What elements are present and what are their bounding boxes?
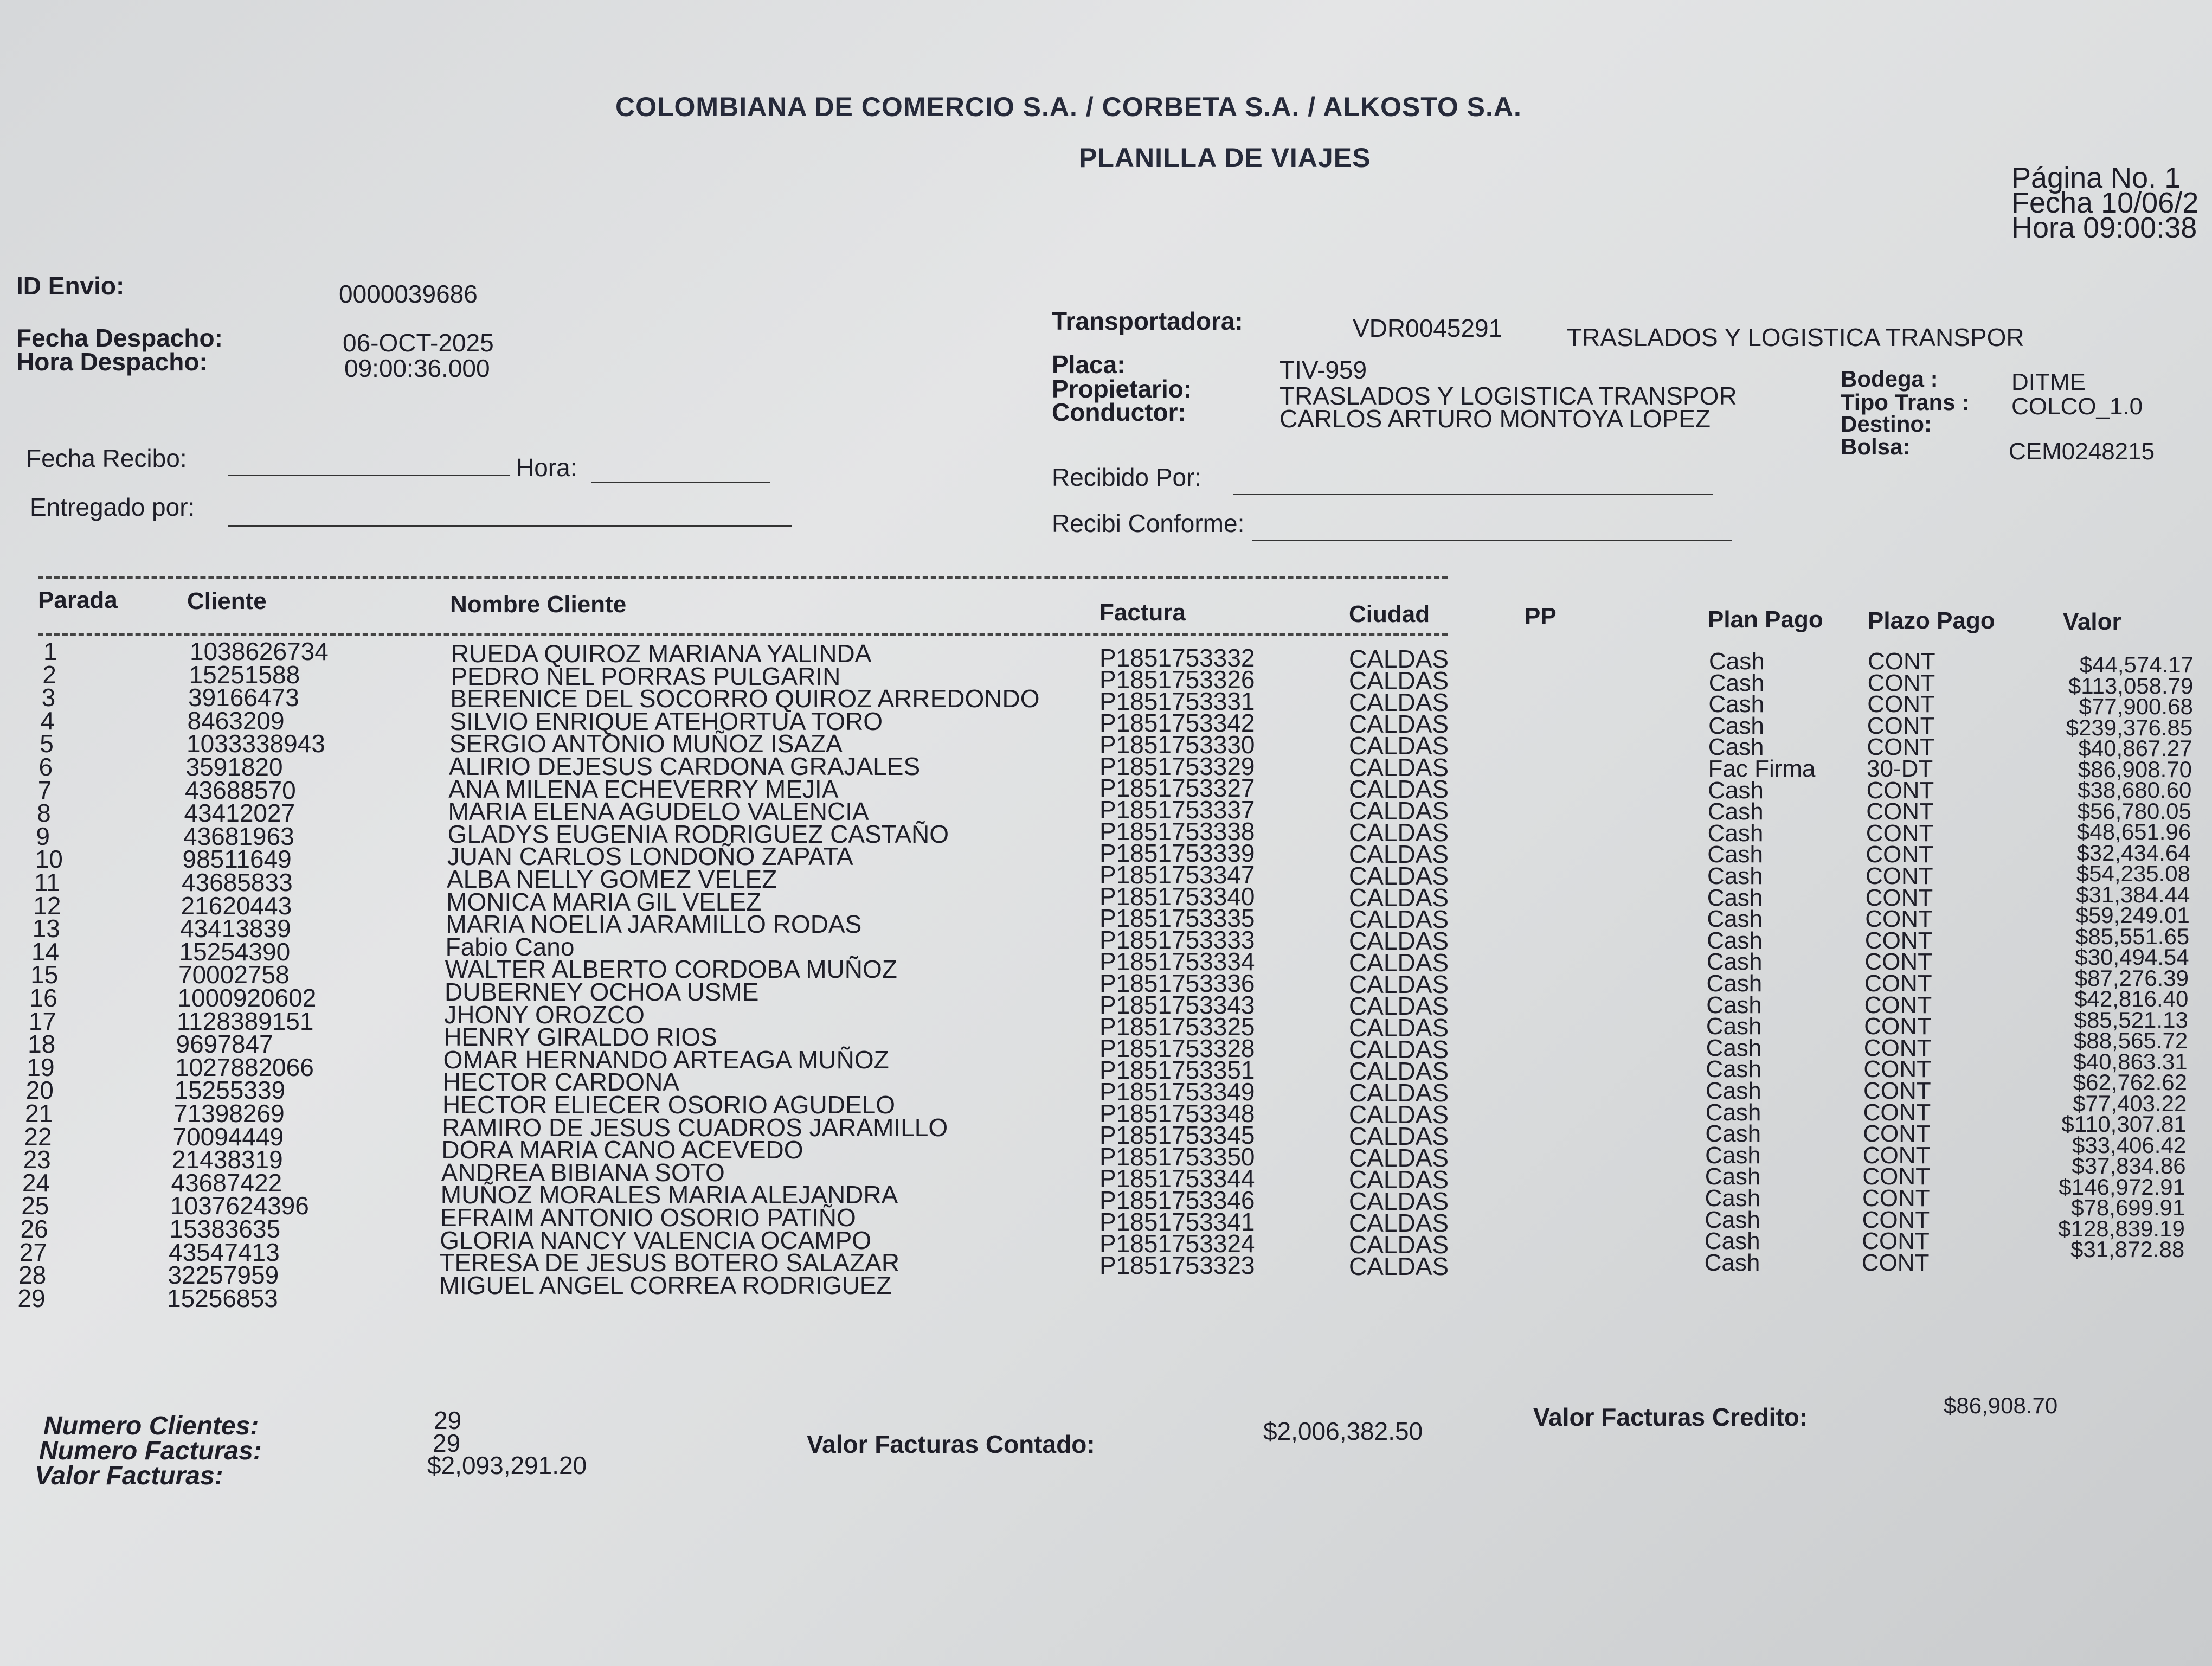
cell-cliente: 32257959 bbox=[168, 1261, 279, 1290]
cell-cliente: 71398269 bbox=[173, 1099, 285, 1127]
destino-label: Destino: bbox=[1841, 411, 1932, 437]
cell-plazo-pago: CONT bbox=[1866, 798, 1934, 825]
cell-plan-pago: Cash bbox=[1707, 927, 1763, 954]
cell-nombre: Fabio Cano bbox=[445, 932, 575, 961]
cell-ciudad: CALDAS bbox=[1349, 775, 1449, 803]
fecha-label: Fecha bbox=[2011, 187, 2093, 219]
cell-ciudad: CALDAS bbox=[1349, 1122, 1449, 1150]
cell-parada: 12 bbox=[33, 891, 61, 920]
cell-plan-pago: Cash bbox=[1704, 1228, 1760, 1255]
cell-valor: $30,494.54 bbox=[2075, 944, 2189, 970]
cell-plazo-pago: CONT bbox=[1864, 970, 1932, 997]
bolsa-value: CEM0248215 bbox=[2009, 438, 2155, 465]
cell-cliente: 15254390 bbox=[179, 937, 291, 966]
id-envio-label: ID Envio: bbox=[16, 272, 125, 300]
cell-ciudad: CALDAS bbox=[1349, 862, 1449, 890]
cell-plan-pago: Cash bbox=[1707, 884, 1763, 911]
cell-plan-pago: Cash bbox=[1707, 798, 1764, 825]
cell-ciudad: CALDAS bbox=[1349, 1231, 1449, 1259]
cell-ciudad: CALDAS bbox=[1349, 753, 1449, 781]
cell-ciudad: CALDAS bbox=[1349, 732, 1449, 760]
cell-plazo-pago: CONT bbox=[1866, 819, 1934, 847]
cell-parada: 23 bbox=[23, 1145, 51, 1174]
cell-plan-pago: Cash bbox=[1705, 1185, 1761, 1212]
cell-nombre: MUÑOZ MORALES MARIA ALEJANDRA bbox=[440, 1181, 898, 1209]
cell-plazo-pago: CONT bbox=[1863, 1056, 1932, 1083]
recibi-line bbox=[1252, 540, 1732, 541]
cell-ciudad: CALDAS bbox=[1349, 645, 1449, 673]
cell-factura: P1851753346 bbox=[1099, 1186, 1255, 1214]
cell-parada: 20 bbox=[25, 1076, 54, 1105]
cell-plan-pago: Fac Firma bbox=[1708, 755, 1816, 782]
cell-factura: P1851753334 bbox=[1099, 947, 1255, 976]
recibi-label: Recibi Conforme: bbox=[1052, 509, 1245, 537]
conductor-label: Conductor: bbox=[1052, 398, 1186, 426]
contado-label: Valor Facturas Contado: bbox=[807, 1430, 1095, 1458]
cell-factura: P1851753349 bbox=[1099, 1078, 1255, 1106]
cell-cliente: 1027882066 bbox=[175, 1053, 314, 1081]
col-header-plazo-pago: Plazo Pago bbox=[1868, 607, 1995, 634]
cell-valor: $239,376.85 bbox=[2066, 714, 2193, 740]
cell-plan-pago: Cash bbox=[1708, 734, 1764, 761]
cell-parada: 11 bbox=[34, 868, 60, 896]
cell-parada: 29 bbox=[17, 1284, 46, 1312]
cell-plazo-pago: CONT bbox=[1862, 1163, 1931, 1190]
col-header-valor: Valor bbox=[2063, 608, 2121, 635]
cell-ciudad: CALDAS bbox=[1349, 1144, 1449, 1172]
propietario-label: Propietario: bbox=[1052, 375, 1192, 403]
cell-valor: $59,249.01 bbox=[2075, 902, 2190, 928]
cell-plan-pago: Cash bbox=[1704, 1249, 1760, 1276]
cell-nombre: ANA MILENA ECHEVERRY MEJIA bbox=[448, 774, 839, 803]
propietario-value: TRASLADOS Y LOGISTICA TRANSPOR bbox=[1279, 382, 1737, 410]
cell-ciudad: CALDAS bbox=[1349, 797, 1449, 825]
bodega-label: Bodega : bbox=[1841, 366, 1938, 392]
cell-factura: P1851753345 bbox=[1099, 1121, 1255, 1149]
cell-valor: $88,565.72 bbox=[2073, 1028, 2188, 1053]
cell-factura: P1851753333 bbox=[1099, 926, 1255, 954]
cell-parada: 26 bbox=[20, 1215, 48, 1243]
cell-factura: P1851753336 bbox=[1099, 969, 1255, 997]
cell-plazo-pago: CONT bbox=[1863, 1099, 1931, 1126]
cell-ciudad: CALDAS bbox=[1349, 970, 1449, 998]
cell-plazo-pago: CONT bbox=[1866, 863, 1933, 889]
cell-parada: 3 bbox=[41, 683, 56, 712]
transportadora-name: TRASLADOS Y LOGISTICA TRANSPOR bbox=[1567, 323, 2024, 351]
cell-parada: 13 bbox=[32, 914, 60, 943]
cell-nombre: SERGIO ANTONIO MUÑOZ ISAZA bbox=[449, 729, 843, 758]
cell-nombre: WALTER ALBERTO CORDOBA MUÑOZ bbox=[445, 955, 897, 984]
cell-valor: $86,908.70 bbox=[2078, 756, 2192, 782]
cell-valor: $110,307.81 bbox=[2061, 1111, 2187, 1137]
cell-parada: 27 bbox=[19, 1238, 47, 1266]
cell-cliente: 8463209 bbox=[187, 706, 285, 735]
pagina-label: Página No. bbox=[2011, 162, 2157, 194]
credito-label: Valor Facturas Credito: bbox=[1533, 1403, 1808, 1431]
cell-nombre: BERENICE DEL SOCORRO QUIROZ ARREDONDO bbox=[450, 684, 1040, 713]
cell-valor: $56,780.05 bbox=[2077, 798, 2191, 824]
cell-valor: $87,276.39 bbox=[2074, 965, 2189, 991]
page-meta bbox=[2011, 162, 2199, 244]
cell-nombre: DUBERNEY OCHOA USME bbox=[445, 978, 759, 1006]
cell-ciudad: CALDAS bbox=[1349, 667, 1449, 695]
cell-cliente: 43681963 bbox=[183, 822, 294, 850]
cell-factura: P1851753351 bbox=[1099, 1056, 1255, 1084]
cell-cliente: 43687422 bbox=[171, 1168, 282, 1197]
cell-factura: P1851753343 bbox=[1099, 991, 1255, 1019]
cell-cliente: 15256853 bbox=[167, 1284, 278, 1312]
cell-parada: 18 bbox=[28, 1030, 56, 1059]
cell-nombre: ANDREA BIBIANA SOTO bbox=[441, 1158, 725, 1187]
cell-cliente: 1037624396 bbox=[170, 1191, 309, 1220]
cell-factura: P1851753324 bbox=[1099, 1229, 1255, 1258]
cell-ciudad: CALDAS bbox=[1349, 1057, 1449, 1085]
cell-nombre: HECTOR ELIECER OSORIO AGUDELO bbox=[442, 1091, 896, 1119]
cell-plazo-pago: CONT bbox=[1864, 1013, 1932, 1040]
cell-parada: 14 bbox=[31, 937, 60, 966]
cell-plan-pago: Cash bbox=[1707, 841, 1764, 868]
valor-facturas-value: $2,093,291.20 bbox=[427, 1451, 587, 1479]
credito-value: $86,908.70 bbox=[1944, 1393, 2058, 1418]
cell-valor: $38,680.60 bbox=[2078, 777, 2192, 803]
cell-factura: P1851753335 bbox=[1099, 904, 1255, 932]
cell-factura: P1851753339 bbox=[1099, 839, 1255, 867]
cell-cliente: 43413839 bbox=[180, 914, 291, 943]
cell-parada: 25 bbox=[21, 1191, 49, 1220]
cell-parada: 15 bbox=[30, 960, 59, 989]
cell-nombre: JUAN CARLOS LONDOÑO ZAPATA bbox=[447, 842, 853, 871]
cell-cliente: 15251588 bbox=[189, 660, 300, 689]
cell-ciudad: CALDAS bbox=[1349, 1035, 1449, 1063]
cell-plan-pago: Cash bbox=[1705, 1120, 1761, 1148]
cell-ciudad: CALDAS bbox=[1349, 905, 1449, 933]
cell-parada: 4 bbox=[40, 706, 55, 735]
cell-plazo-pago: CONT bbox=[1864, 991, 1932, 1018]
cell-ciudad: CALDAS bbox=[1349, 688, 1449, 716]
cell-factura: P1851753347 bbox=[1099, 861, 1255, 889]
cell-plazo-pago: CONT bbox=[1866, 777, 1934, 804]
cell-ciudad: CALDAS bbox=[1349, 1209, 1449, 1237]
cell-parada: 21 bbox=[25, 1099, 53, 1127]
cell-cliente: 39166473 bbox=[188, 683, 299, 712]
cell-ciudad: CALDAS bbox=[1349, 1100, 1449, 1129]
fecha-despacho-label: Fecha Despacho: bbox=[16, 324, 223, 352]
cell-ciudad: CALDAS bbox=[1349, 840, 1449, 868]
cell-plazo-pago: CONT bbox=[1862, 1142, 1931, 1169]
cell-valor: $62,762.62 bbox=[2073, 1069, 2187, 1095]
cell-factura: P1851753323 bbox=[1099, 1251, 1255, 1279]
cell-nombre: EFRAIM ANTONIO OSORIO PATIÑO bbox=[440, 1203, 856, 1232]
cell-plan-pago: Cash bbox=[1708, 669, 1765, 696]
cell-factura: P1851753340 bbox=[1099, 882, 1255, 911]
cell-factura: P1851753331 bbox=[1099, 687, 1255, 715]
cell-valor: $40,863.31 bbox=[2073, 1048, 2188, 1074]
cell-ciudad: CALDAS bbox=[1349, 1079, 1449, 1107]
document-title: PLANILLA DE VIAJES bbox=[1079, 143, 1371, 173]
cell-valor: $32,434.64 bbox=[2076, 840, 2191, 866]
transportadora-code: VDR0045291 bbox=[1353, 314, 1503, 342]
cell-nombre: MARIA ELENA AGUDELO VALENCIA bbox=[448, 797, 869, 826]
tipo-trans-value: COLCO_1.0 bbox=[2011, 393, 2143, 420]
cell-valor: $33,406.42 bbox=[2072, 1132, 2187, 1158]
cell-ciudad: CALDAS bbox=[1349, 1187, 1449, 1215]
hora-label: Hora bbox=[2011, 212, 2075, 244]
cell-parada: 10 bbox=[35, 845, 63, 874]
cell-plan-pago: Cash bbox=[1708, 777, 1764, 804]
cell-plazo-pago: CONT bbox=[1864, 927, 1933, 954]
cell-factura: P1851753327 bbox=[1099, 774, 1255, 802]
cell-nombre: HENRY GIRALDO RIOS bbox=[443, 1023, 717, 1052]
cell-factura: P1851753325 bbox=[1099, 1013, 1255, 1041]
col-header-nombre: Nombre Cliente bbox=[450, 591, 627, 618]
cell-plan-pago: Cash bbox=[1705, 1163, 1761, 1190]
hora-despacho-value: 09:00:36.000 bbox=[344, 354, 490, 382]
cell-nombre: SILVIO ENRIQUE ATEHORTUA TORO bbox=[449, 707, 883, 735]
cell-factura: P1851753326 bbox=[1099, 665, 1255, 694]
cell-valor: $31,384.44 bbox=[2076, 881, 2190, 907]
cell-ciudad: CALDAS bbox=[1349, 818, 1449, 847]
cell-nombre: PEDRO NEL PORRAS PULGARIN bbox=[451, 662, 841, 690]
cell-factura: P1851753338 bbox=[1099, 817, 1255, 845]
cell-cliente: 1033338943 bbox=[187, 729, 325, 758]
entregado-label: Entregado por: bbox=[30, 493, 195, 521]
cell-plazo-pago: CONT bbox=[1867, 669, 1935, 696]
cell-cliente: 1128389151 bbox=[177, 1007, 314, 1035]
cell-plan-pago: Cash bbox=[1705, 1142, 1761, 1169]
cell-plazo-pago: CONT bbox=[1862, 1228, 1930, 1255]
cell-plan-pago: Cash bbox=[1708, 691, 1765, 718]
cell-parada: 8 bbox=[37, 799, 51, 828]
cell-valor: $40,867.27 bbox=[2078, 735, 2192, 761]
cell-ciudad: CALDAS bbox=[1349, 949, 1449, 977]
cell-nombre: MONICA MARIA GIL VELEZ bbox=[446, 887, 762, 916]
pagina-value: 1 bbox=[2164, 162, 2181, 194]
cell-plazo-pago: CONT bbox=[1867, 691, 1935, 718]
cell-cliente: 15383635 bbox=[169, 1215, 281, 1243]
cell-cliente: 43688570 bbox=[185, 776, 296, 804]
table-top-rule bbox=[38, 576, 1448, 579]
cell-parada: 28 bbox=[18, 1261, 47, 1290]
cell-cliente: 43685833 bbox=[182, 868, 293, 896]
cell-valor: $77,900.68 bbox=[2079, 694, 2193, 719]
recibido-line bbox=[1233, 494, 1713, 495]
cell-parada: 16 bbox=[29, 984, 57, 1012]
conductor-value: CARLOS ARTURO MONTOYA LOPEZ bbox=[1279, 405, 1711, 433]
id-envio-value: 0000039686 bbox=[339, 280, 478, 308]
cell-cliente: 1000920602 bbox=[177, 984, 317, 1012]
cell-cliente: 70002758 bbox=[178, 960, 290, 989]
transportadora-label: Transportadora: bbox=[1052, 307, 1243, 335]
cell-cliente: 3591820 bbox=[185, 753, 283, 781]
cell-valor: $44,574.17 bbox=[2079, 652, 2194, 677]
cell-ciudad: CALDAS bbox=[1349, 1014, 1449, 1042]
numero-facturas-value: 29 bbox=[433, 1429, 461, 1457]
contado-value: $2,006,382.50 bbox=[1263, 1417, 1423, 1445]
cell-factura: P1851753328 bbox=[1099, 1034, 1255, 1062]
cell-factura: P1851753329 bbox=[1099, 752, 1255, 780]
col-header-ciudad: Ciudad bbox=[1349, 601, 1430, 627]
cell-valor: $42,816.40 bbox=[2074, 986, 2189, 1011]
cell-nombre: ALBA NELLY GOMEZ VELEZ bbox=[447, 865, 777, 893]
cell-valor: $128,839.19 bbox=[2058, 1215, 2185, 1241]
entregado-line bbox=[228, 525, 792, 527]
cell-valor: $85,521.13 bbox=[2074, 1007, 2188, 1033]
cell-valor: $85,551.65 bbox=[2075, 923, 2190, 949]
fecha-value: 10/06/2 bbox=[2101, 187, 2199, 219]
cell-ciudad: CALDAS bbox=[1349, 927, 1449, 955]
numero-facturas-label: Numero Facturas: bbox=[39, 1437, 262, 1465]
fecha-recibo-line bbox=[228, 475, 510, 476]
fecha-despacho-value: 06-OCT-2025 bbox=[343, 329, 494, 357]
cell-valor: $78,699.91 bbox=[2071, 1195, 2185, 1220]
cell-nombre: MARIA NOELIA JARAMILLO RODAS bbox=[446, 910, 862, 939]
cell-factura: P1851753342 bbox=[1099, 709, 1255, 737]
cell-nombre: HECTOR CARDONA bbox=[442, 1068, 679, 1097]
cell-plazo-pago: CONT bbox=[1862, 1185, 1930, 1212]
bolsa-label: Bolsa: bbox=[1841, 434, 1911, 459]
cell-plazo-pago: CONT bbox=[1863, 1120, 1931, 1148]
bodega-value: DITME bbox=[2011, 369, 2086, 395]
cell-cliente: 15255339 bbox=[174, 1076, 286, 1105]
cell-valor: $54,235.08 bbox=[2076, 861, 2190, 886]
cell-parada: 17 bbox=[28, 1007, 56, 1035]
cell-plan-pago: Cash bbox=[1707, 819, 1764, 847]
tipo-trans-label: Tipo Trans : bbox=[1841, 389, 1970, 415]
cell-valor: $37,834.86 bbox=[2072, 1153, 2186, 1178]
cell-cliente: 43412027 bbox=[184, 799, 295, 828]
cell-valor: $113,058.79 bbox=[2068, 672, 2194, 699]
numero-clientes-label: Numero Clientes: bbox=[43, 1412, 259, 1440]
cell-plazo-pago: CONT bbox=[1862, 1206, 1930, 1233]
cell-cliente: 70094449 bbox=[172, 1122, 284, 1151]
placa-label: Placa: bbox=[1052, 350, 1126, 379]
cell-plan-pago: Cash bbox=[1708, 712, 1764, 739]
cell-plan-pago: Cash bbox=[1707, 863, 1763, 889]
cell-parada: 5 bbox=[40, 729, 54, 758]
cell-plan-pago: Cash bbox=[1709, 648, 1765, 675]
cell-plazo-pago: CONT bbox=[1865, 906, 1933, 933]
cell-plan-pago: Cash bbox=[1706, 949, 1763, 976]
cell-plan-pago: Cash bbox=[1706, 1056, 1762, 1083]
cell-parada: 6 bbox=[38, 753, 53, 781]
cell-parada: 22 bbox=[24, 1122, 52, 1151]
cell-ciudad: CALDAS bbox=[1349, 1165, 1449, 1194]
cell-nombre: TERESA DE JESUS BOTERO SALAZAR bbox=[439, 1248, 900, 1277]
cell-valor: $48,651.96 bbox=[2076, 819, 2191, 844]
cell-factura: P1851753330 bbox=[1099, 731, 1255, 759]
cell-factura: P1851753350 bbox=[1099, 1143, 1255, 1171]
cell-nombre: GLADYS EUGENIA RODRIGUEZ CASTAÑO bbox=[447, 819, 949, 848]
cell-nombre: RUEDA QUIROZ MARIANA YALINDA bbox=[451, 639, 872, 668]
col-header-pp: PP bbox=[1525, 603, 1557, 630]
cell-parada: 2 bbox=[42, 660, 56, 689]
cell-plazo-pago: 30-DT bbox=[1867, 755, 1933, 782]
cell-valor: $146,972.91 bbox=[2059, 1174, 2185, 1200]
hora-recibo-line bbox=[591, 482, 770, 483]
cell-plazo-pago: CONT bbox=[1864, 949, 1933, 976]
col-header-parada: Parada bbox=[38, 587, 118, 613]
cell-cliente: 9697847 bbox=[176, 1030, 273, 1059]
cell-factura: P1851753348 bbox=[1099, 1099, 1255, 1127]
cell-cliente: 98511649 bbox=[182, 845, 292, 874]
col-header-factura: Factura bbox=[1099, 599, 1186, 626]
cell-factura: P1851753344 bbox=[1099, 1164, 1255, 1193]
cell-ciudad: CALDAS bbox=[1349, 883, 1449, 912]
cell-factura: P1851753341 bbox=[1099, 1208, 1255, 1236]
cell-plan-pago: Cash bbox=[1706, 1078, 1761, 1104]
cell-plazo-pago: CONT bbox=[1867, 712, 1935, 739]
valor-facturas-label: Valor Facturas: bbox=[35, 1462, 223, 1490]
cell-parada: 9 bbox=[36, 822, 50, 850]
recibido-label: Recibido Por: bbox=[1052, 463, 1202, 491]
cell-nombre: MIGUEL ANGEL CORREA RODRIGUEZ bbox=[439, 1271, 892, 1299]
col-header-plan-pago: Plan Pago bbox=[1708, 606, 1823, 633]
cell-nombre: RAMIRO DE JESUS CUADROS JARAMILLO bbox=[442, 1113, 948, 1142]
cell-nombre: DORA MARIA CANO ACEVEDO bbox=[441, 1136, 803, 1164]
hora-recibo-label: Hora: bbox=[516, 453, 577, 482]
cell-cliente: 21620443 bbox=[181, 891, 292, 920]
cell-plazo-pago: CONT bbox=[1867, 734, 1935, 761]
cell-plan-pago: Cash bbox=[1706, 1013, 1762, 1040]
cell-ciudad: CALDAS bbox=[1349, 992, 1449, 1020]
cell-plan-pago: Cash bbox=[1706, 970, 1763, 997]
cell-ciudad: CALDAS bbox=[1349, 710, 1449, 738]
hora-value: 09:00:38 bbox=[2083, 212, 2197, 244]
cell-ciudad: CALDAS bbox=[1349, 1252, 1449, 1280]
cell-plazo-pago: CONT bbox=[1865, 884, 1933, 911]
cell-cliente: 43547413 bbox=[169, 1238, 280, 1266]
table-header-rule bbox=[38, 633, 1448, 636]
cell-factura: P1851753337 bbox=[1099, 796, 1255, 824]
cell-valor: $77,403.22 bbox=[2073, 1090, 2187, 1116]
cell-nombre: JHONY OROZCO bbox=[444, 1000, 645, 1029]
cell-plan-pago: Cash bbox=[1707, 906, 1763, 933]
cell-nombre: GLORIA NANCY VALENCIA OCAMPO bbox=[440, 1226, 872, 1254]
cell-nombre: ALIRIO DEJESUS CARDONA GRAJALES bbox=[449, 752, 921, 780]
cell-parada: 1 bbox=[43, 637, 57, 665]
cell-parada: 7 bbox=[37, 776, 52, 804]
numero-clientes-value: 29 bbox=[434, 1406, 462, 1434]
cell-plan-pago: Cash bbox=[1706, 1034, 1762, 1061]
cell-factura: P1851753332 bbox=[1099, 644, 1255, 672]
cell-valor: $31,872.88 bbox=[2070, 1236, 2185, 1262]
cell-plan-pago: Cash bbox=[1705, 1206, 1760, 1233]
placa-value: TIV-959 bbox=[1279, 356, 1367, 384]
hora-despacho-label: Hora Despacho: bbox=[16, 348, 208, 376]
col-header-cliente: Cliente bbox=[187, 588, 267, 614]
cell-cliente: 1038626734 bbox=[190, 637, 329, 665]
cell-cliente: 21438319 bbox=[172, 1145, 283, 1174]
fecha-recibo-label: Fecha Recibo: bbox=[26, 444, 187, 472]
cell-plan-pago: Cash bbox=[1706, 991, 1762, 1018]
cell-plazo-pago: CONT bbox=[1866, 841, 1934, 868]
cell-plan-pago: Cash bbox=[1705, 1099, 1761, 1126]
cell-plazo-pago: CONT bbox=[1863, 1034, 1932, 1061]
cell-nombre: OMAR HERNANDO ARTEAGA MUÑOZ bbox=[443, 1045, 889, 1074]
cell-plazo-pago: CONT bbox=[1868, 648, 1935, 675]
cell-parada: 24 bbox=[22, 1168, 50, 1197]
cell-plazo-pago: CONT bbox=[1861, 1249, 1930, 1276]
cell-plazo-pago: CONT bbox=[1863, 1078, 1931, 1104]
company-title: COLOMBIANA DE COMERCIO S.A. / CORBETA S.A. / ALKOSTO S.A. bbox=[615, 92, 1522, 122]
cell-parada: 19 bbox=[27, 1053, 55, 1081]
